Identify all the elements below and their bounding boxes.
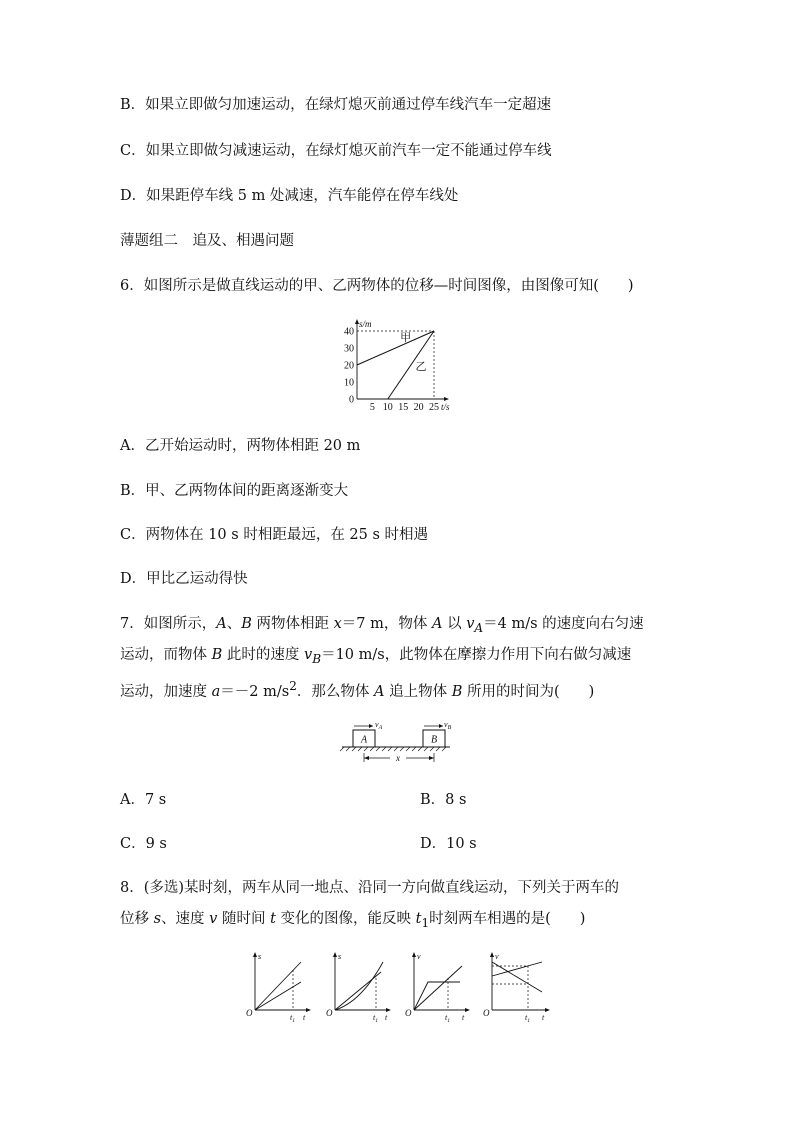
origin-label: O xyxy=(246,1008,253,1018)
q7-option-d: D．10 s xyxy=(420,836,477,852)
y-tick-label: 30 xyxy=(344,343,354,355)
q5-option-d: D．如果距停车线 5 m 处减速，汽车能停在停车线处 xyxy=(120,188,459,204)
q7-option-b: B．8 s xyxy=(420,792,467,808)
y-label: v xyxy=(417,952,421,961)
velocity-label-b: $v_B$ xyxy=(444,720,452,731)
line-car-2 xyxy=(414,982,460,1010)
block-b-label: B xyxy=(430,734,438,746)
q8-stem-line1: 8．(多选)某时刻，两车从同一地点、沿同一方向做直线运动，下列关于两车的 xyxy=(120,880,620,896)
q8-graph-3 xyxy=(402,950,472,1022)
t1-label: $t_1$ xyxy=(373,1013,378,1024)
ground-hatching xyxy=(340,747,446,751)
y-tick-label: 10 xyxy=(344,377,354,389)
y-axis-label: s/m xyxy=(359,319,372,329)
q6-chart xyxy=(335,318,465,413)
q8-stem-line2: 位移 s、速度 v 随时间 t 变化的图像，能反映 $t_1$时刻两车相遇的是( ) xyxy=(120,911,586,930)
distance-label: x xyxy=(396,753,400,763)
q7-option-a: A．7 s xyxy=(120,792,167,808)
q5-option-b: B．如果立即做匀加速运动，在绿灯熄灭前通过停车线汽车一定超速 xyxy=(120,97,552,113)
x-tick-label: 10 xyxy=(382,402,393,413)
q7-diagram xyxy=(340,718,455,768)
block-a-label: A xyxy=(360,734,368,746)
q8-graph-2 xyxy=(323,950,393,1022)
line-car-1 xyxy=(335,972,381,1010)
x-tick-label: 20 xyxy=(413,402,424,413)
y-label: s xyxy=(258,952,262,961)
q6-stem: 6．如图所示是做直线运动的甲、乙两物体的位移—时间图像，由图像可知( ) xyxy=(120,278,634,294)
origin-label: O xyxy=(483,1008,490,1018)
q6-option-b: B．甲、乙两物体间的距离逐渐变大 xyxy=(120,483,349,499)
t-label: t xyxy=(462,1013,465,1022)
t-label: t xyxy=(303,1013,306,1022)
q7-option-c: C．9 s xyxy=(120,836,167,852)
q8-graph-4 xyxy=(480,950,552,1022)
x-axis-arrow xyxy=(444,397,449,401)
origin-label: O xyxy=(326,1008,333,1018)
velocity-arrow-b xyxy=(424,724,443,728)
x-tick-label: 25 xyxy=(429,402,439,413)
t1-label: $t_1$ xyxy=(290,1013,295,1024)
velocity-label-a: $v_A$ xyxy=(375,720,383,731)
y-tick-label: 20 xyxy=(344,360,354,372)
q7-stem-line1: 7．如图所示，A、B 两物体相距 x＝7 m，物体 A 以 $v_A=4$ m/s 的速度向右匀速 xyxy=(120,616,644,635)
series-label-2: 乙 xyxy=(415,361,427,374)
t-label: t xyxy=(542,1013,545,1022)
t1-label: $t_1$ xyxy=(525,1013,530,1024)
origin-label: O xyxy=(405,1008,412,1018)
y-label: v xyxy=(495,952,499,961)
q6-option-c: C．两物体在 10 s 时相距最远，在 25 s 时相遇 xyxy=(120,527,429,543)
q8-graph-1 xyxy=(243,950,313,1022)
x-tick-label: 15 xyxy=(398,402,409,413)
t-label: t xyxy=(385,1013,388,1022)
series-label-1: 甲 xyxy=(400,332,412,345)
line-car-1 xyxy=(414,966,462,1010)
y-label: s xyxy=(338,952,342,961)
y-tick-label: 40 xyxy=(344,326,354,338)
line-car-1 xyxy=(492,962,542,976)
q7-stem-line3: 运动，加速度 a＝－2 $m/s^2$．那么物体 A 追上物体 B 所用的时间为( ) xyxy=(120,679,595,700)
q6-option-d: D．甲比乙运动得快 xyxy=(120,571,248,587)
line-car-2 xyxy=(492,962,542,992)
q6-option-a: A．乙开始运动时，两物体相距 20 m xyxy=(120,438,361,454)
t1-label: $t_1$ xyxy=(445,1013,450,1024)
q5-option-c: C．如果立即做匀减速运动，在绿灯熄灭前汽车一定不能通过停车线 xyxy=(120,143,552,159)
velocity-arrow-a xyxy=(354,724,373,728)
y-tick-label: 0 xyxy=(349,394,354,406)
x-axis-label: t/s xyxy=(441,402,450,412)
q7-stem-line2: 运动，而物体 B 此时的速度 $v_B=10$ m/s，此物体在摩擦力作用下向右做匀减速 xyxy=(120,647,632,666)
section-heading: 薄题组二 追及、相遇问题 xyxy=(120,233,294,249)
x-tick-label: 5 xyxy=(369,402,375,413)
